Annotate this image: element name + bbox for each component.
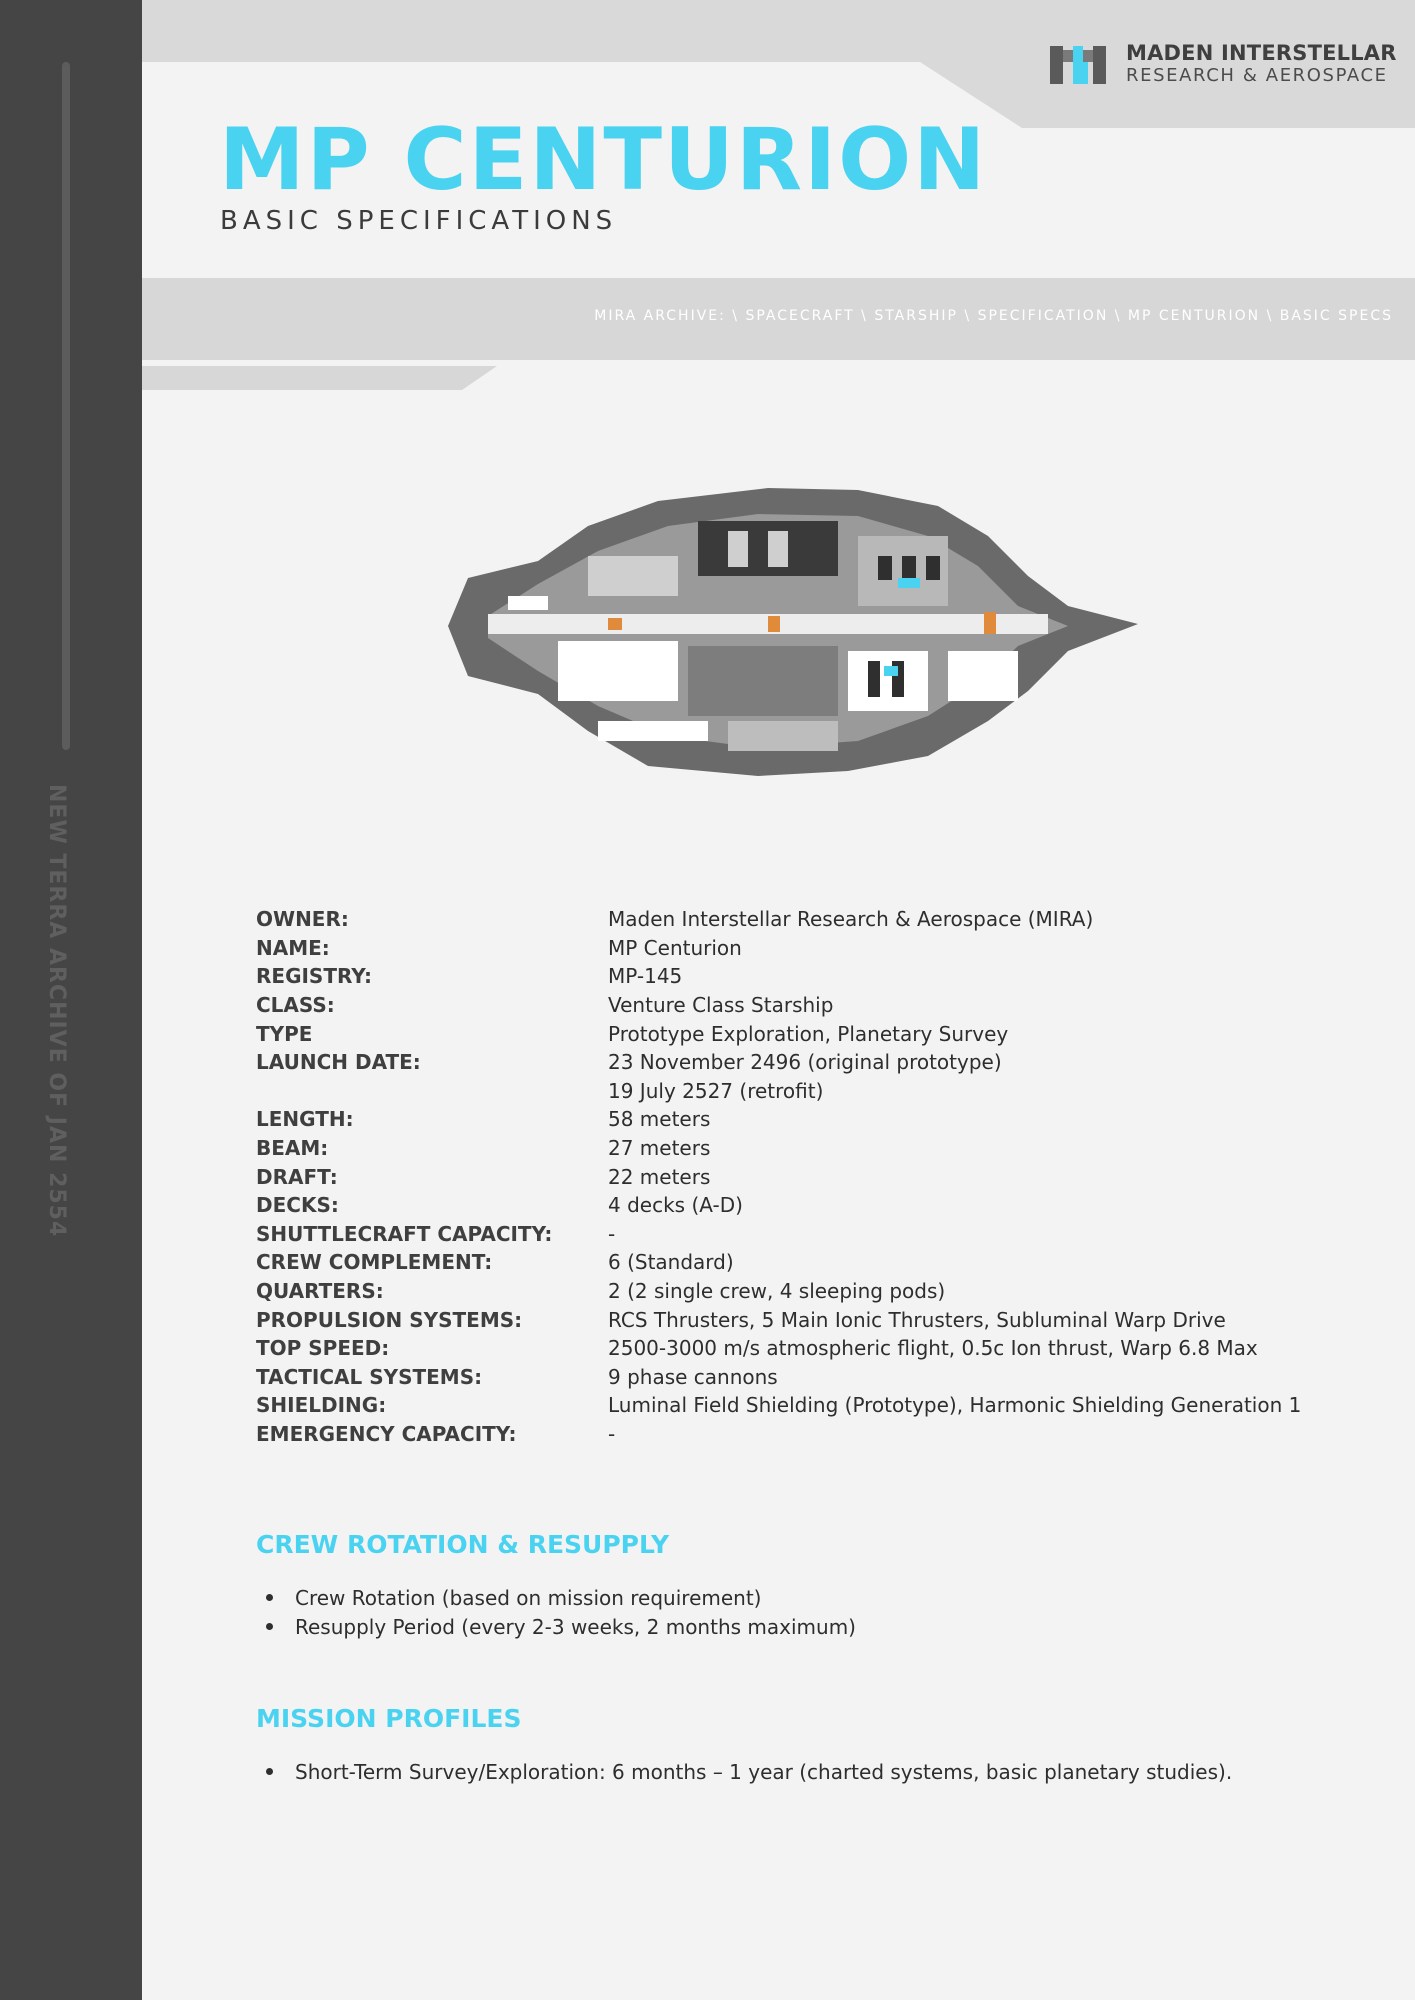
breadcrumb: MIRA ARCHIVE: \ SPACECRAFT \ STARSHIP \ SPECIFICATION \ MP CENTURION \ BASIC SPECS <box>594 308 1393 324</box>
brand-name: MADEN INTERSTELLAR <box>1126 41 1397 65</box>
spec-value: RCS Thrusters, 5 Main Ionic Thrusters, Subluminal Warp Drive <box>608 1307 1226 1332</box>
spec-key: NAME: <box>256 935 330 960</box>
list-item <box>262 1583 856 1612</box>
spec-key: REGISTRY: <box>256 964 373 989</box>
breadcrumb-accent-shape <box>142 366 497 390</box>
spec-value: 23 November 2496 (original prototype) <box>608 1050 1002 1075</box>
spec-key: DECKS: <box>256 1193 339 1218</box>
spec-value: 4 decks (A-D) <box>608 1193 743 1218</box>
spec-value: MP-145 <box>608 964 683 989</box>
bullet-icon <box>266 1768 273 1775</box>
spec-row <box>256 1191 1356 1220</box>
bullet-icon <box>266 1594 273 1601</box>
spec-key: TACTICAL SYSTEMS: <box>256 1364 483 1389</box>
spec-value: - <box>608 1221 616 1246</box>
spec-value: 19 July 2527 (retrofit) <box>608 1078 824 1103</box>
brand-tagline: RESEARCH & AEROSPACE <box>1126 65 1388 86</box>
spec-key: TYPE <box>256 1021 313 1046</box>
spec-key: CLASS: <box>256 993 335 1018</box>
spec-row <box>256 962 1356 991</box>
crew-rotation-list <box>262 1583 856 1641</box>
spec-row <box>256 991 1356 1020</box>
spec-key: PROPULSION SYSTEMS: <box>256 1307 523 1332</box>
spec-key: CREW COMPLEMENT: <box>256 1250 493 1275</box>
spec-row <box>256 1019 1356 1048</box>
left-sidebar <box>0 0 142 2000</box>
spec-row <box>256 905 1356 934</box>
spec-row <box>256 1305 1356 1334</box>
spec-row <box>256 1420 1356 1449</box>
spec-value: 22 meters <box>608 1164 711 1189</box>
crew-rotation-heading: CREW ROTATION & RESUPPLY <box>256 1530 670 1559</box>
spec-value: 2500-3000 m/s atmospheric flight, 0.5c Ion thrust, Warp 6.8 Max <box>608 1336 1258 1361</box>
spec-row <box>256 1162 1356 1191</box>
spec-value: Venture Class Starship <box>608 993 834 1018</box>
spec-value: 2 (2 single crew, 4 sleeping pods) <box>608 1279 946 1304</box>
spec-row <box>256 1277 1356 1306</box>
spec-row <box>256 1134 1356 1163</box>
list-item <box>262 1612 856 1641</box>
spec-key: OWNER: <box>256 907 349 932</box>
spec-value: Luminal Field Shielding (Prototype), Harmonic Shielding Generation 1 <box>608 1393 1302 1418</box>
spec-key: LENGTH: <box>256 1107 354 1132</box>
spec-row <box>256 1220 1356 1249</box>
list-item-text: Crew Rotation (based on mission requirement) <box>295 1585 762 1610</box>
mission-profiles-heading: MISSION PROFILES <box>256 1704 522 1733</box>
spec-value: - <box>608 1421 616 1446</box>
spec-key: QUARTERS: <box>256 1279 384 1304</box>
breadcrumb-band <box>142 278 1415 360</box>
sidebar-rule <box>62 62 70 750</box>
spec-row <box>256 934 1356 963</box>
spec-key: SHUTTLECRAFT CAPACITY: <box>256 1221 553 1246</box>
spec-value: MP Centurion <box>608 935 742 960</box>
spec-key: DRAFT: <box>256 1164 338 1189</box>
spec-table <box>256 905 1356 1448</box>
spec-row <box>256 1363 1356 1392</box>
spec-row <box>256 1391 1356 1420</box>
page-title: MP CENTURION <box>219 110 988 210</box>
spec-value: 6 (Standard) <box>608 1250 734 1275</box>
spec-value: 9 phase cannons <box>608 1364 778 1389</box>
brand-logo <box>1050 42 1397 87</box>
spec-value: 27 meters <box>608 1136 711 1161</box>
spec-key: LAUNCH DATE: <box>256 1050 421 1075</box>
spec-value: 58 meters <box>608 1107 711 1132</box>
mira-logo-icon <box>1050 44 1116 86</box>
spec-value: Prototype Exploration, Planetary Survey <box>608 1021 1009 1046</box>
list-item-text: Resupply Period (every 2-3 weeks, 2 months maximum) <box>295 1614 856 1639</box>
spec-row <box>256 1048 1356 1077</box>
spec-key: EMERGENCY CAPACITY: <box>256 1421 517 1446</box>
mission-profiles-list <box>262 1757 1232 1786</box>
spec-row <box>256 1077 1356 1106</box>
spec-value: Maden Interstellar Research & Aerospace (MIRA) <box>608 907 1094 932</box>
starship-deck-plan-image <box>428 466 1158 790</box>
spec-key: BEAM: <box>256 1136 329 1161</box>
list-item-text: Short-Term Survey/Exploration: 6 months – 1 year (charted systems, basic planetary studies). <box>295 1759 1233 1784</box>
bullet-icon <box>266 1623 273 1630</box>
spec-row <box>256 1248 1356 1277</box>
spec-row <box>256 1105 1356 1134</box>
list-item <box>262 1757 1232 1786</box>
spec-key: SHIELDING: <box>256 1393 387 1418</box>
page-subtitle: BASIC SPECIFICATIONS <box>220 206 618 236</box>
spec-row <box>256 1334 1356 1363</box>
spec-key: TOP SPEED: <box>256 1336 390 1361</box>
sidebar-archive-label: NEW TERRA ARCHIVE OF JAN 2554 <box>44 784 69 1238</box>
